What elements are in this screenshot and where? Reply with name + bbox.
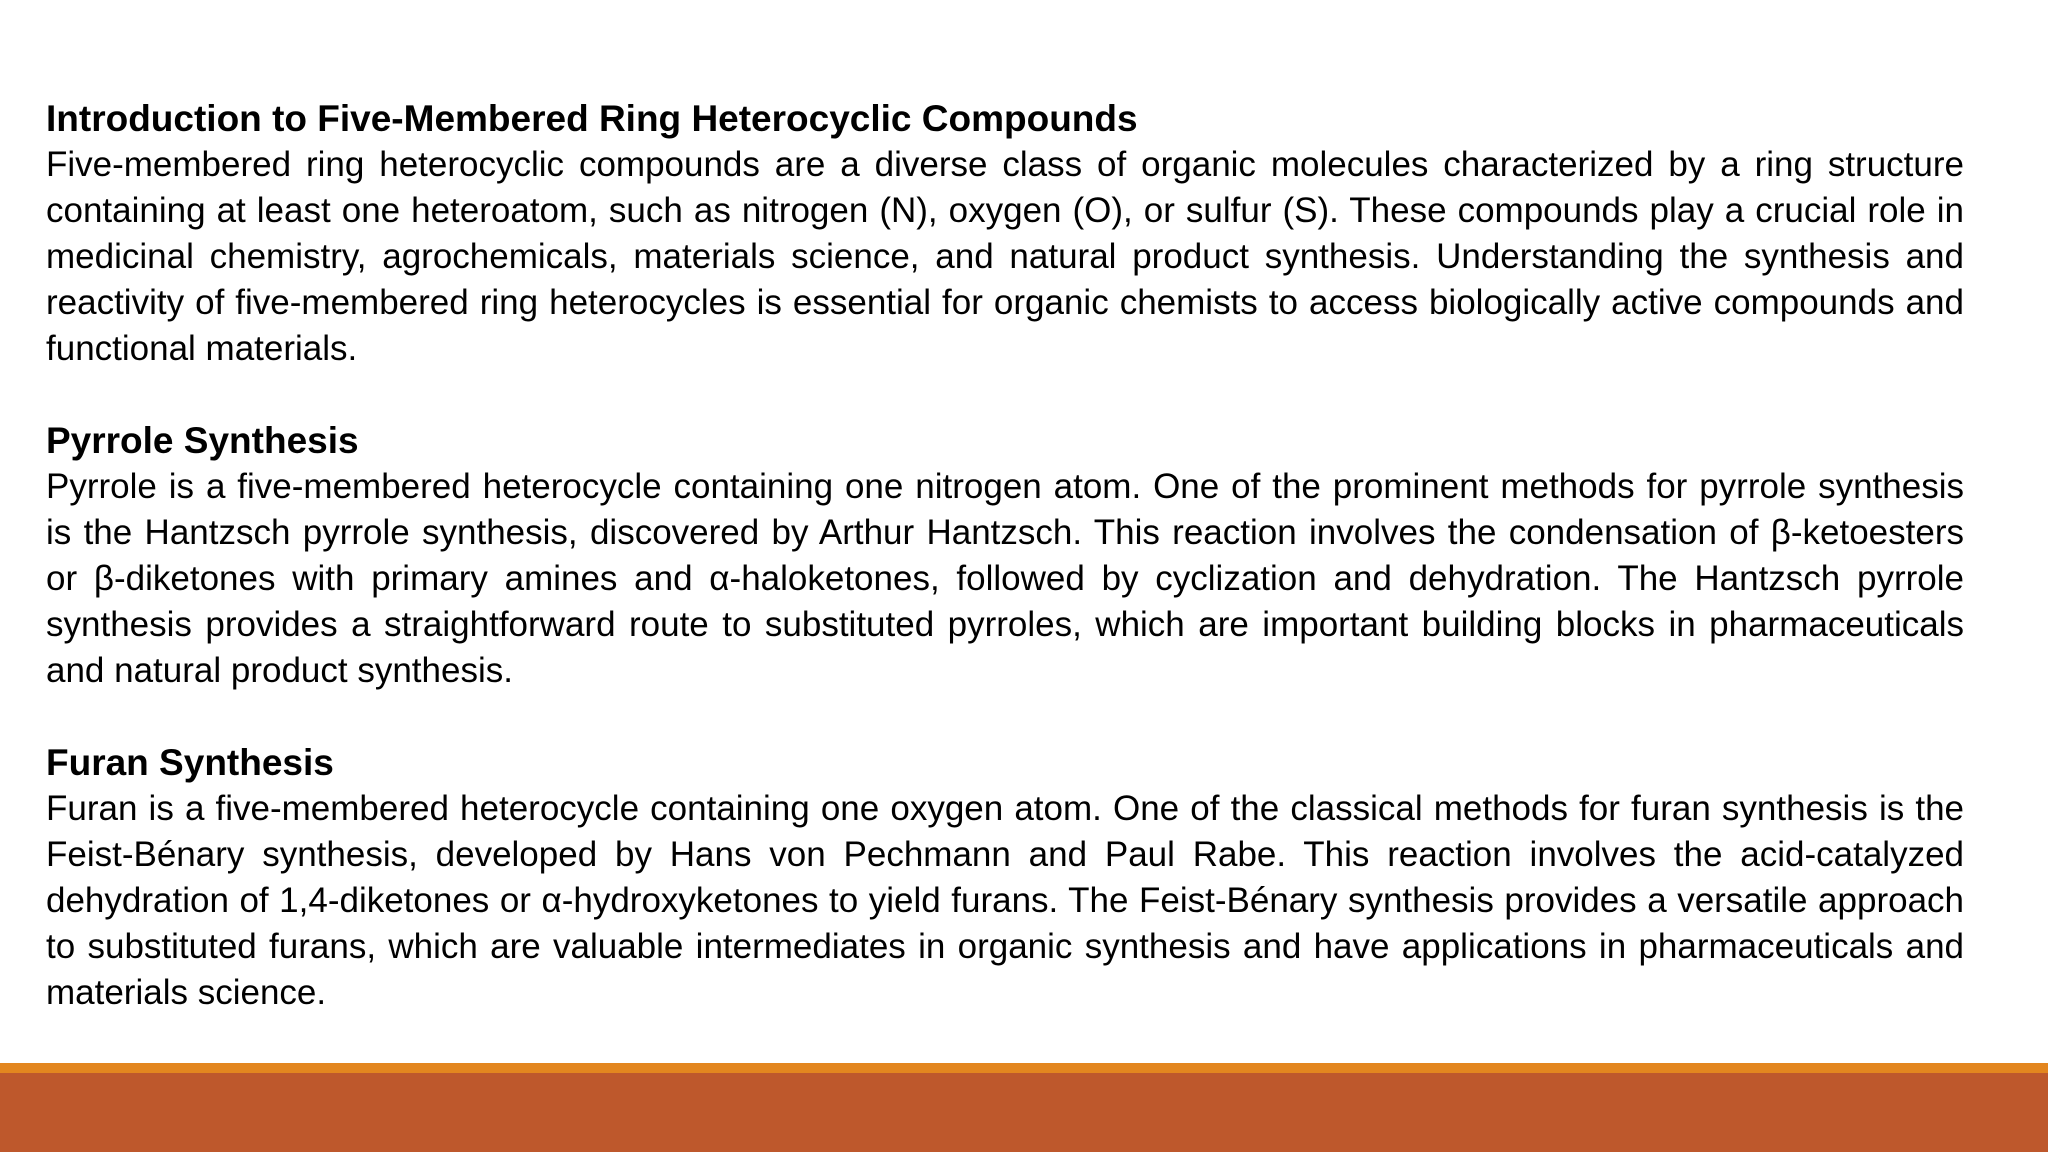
slide-content: [46, 96, 1964, 1062]
section-paragraph: Furan is a five-membered heterocycle containing one oxygen atom. One of the classical methods for furan synthesis is the Feist-Bénary synthesis, developed by Hans von Pechmann and Paul Rabe. This reaction involves the acid-catalyzed dehydration of 1,4-diketones or α-hydroxyketones to yield furans. The Feist-Bénary synthesis provides a versatile approach to substituted furans, which are valuable intermediates in organic synthesis and have applications in pharmaceuticals and materials science.: [46, 789, 1964, 1012]
section-heading: Pyrrole Synthesis: [46, 420, 359, 461]
section-pyrrole-synthesis: [46, 418, 1964, 694]
section-heading: Furan Synthesis: [46, 742, 334, 783]
section-furan-synthesis: [46, 740, 1964, 1016]
section-paragraph: Five-membered ring heterocyclic compounds are a diverse class of organic molecules characterized by a ring structure containing at least one heteroatom, such as nitrogen (N), oxygen (O), or sulfur (S). These compounds play a crucial role in medicinal chemistry, agrochemicals, materials science, and natural product synthesis. Understanding the synthesis and reactivity of five-membered ring heterocycles is essential for organic chemists to access biologically active compounds and functional materials.: [46, 145, 1964, 368]
section-heading: Introduction to Five-Membered Ring Heterocyclic Compounds: [46, 98, 1138, 139]
section-introduction: [46, 96, 1964, 372]
footer-band: [0, 1073, 2048, 1152]
section-paragraph: Pyrrole is a five-membered heterocycle containing one nitrogen atom. One of the prominent methods for pyrrole synthesis is the Hantzsch pyrrole synthesis, discovered by Arthur Hantzsch. This reaction involves the condensation of β-ketoesters or β-diketones with primary amines and α-haloketones, followed by cyclization and dehydration. The Hantzsch pyrrole synthesis provides a straightforward route to substituted pyrroles, which are important building blocks in pharmaceuticals and natural product synthesis.: [46, 467, 1964, 690]
footer-accent-stripe: [0, 1063, 2048, 1073]
